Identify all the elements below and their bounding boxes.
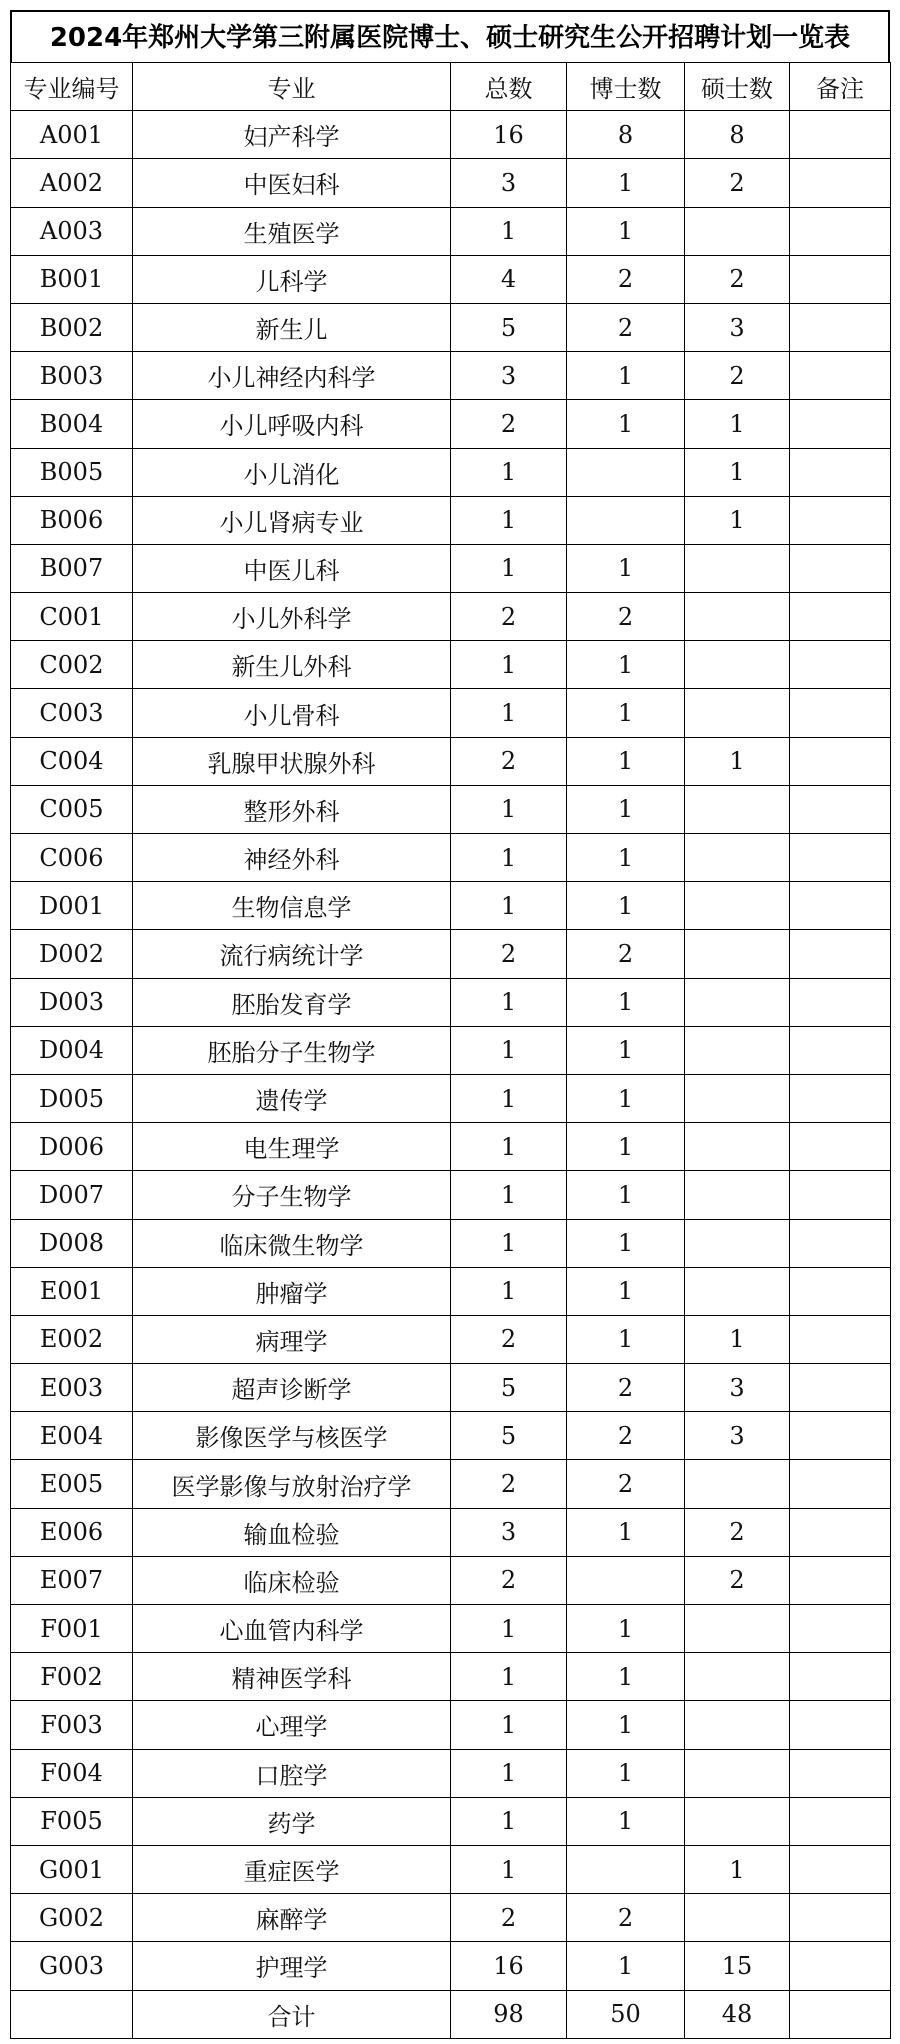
table-row	[11, 689, 891, 737]
table-row-note-cell	[790, 496, 891, 544]
table-row-note-cell	[790, 737, 891, 785]
table-row	[11, 1026, 891, 1074]
table-row-code-cell: F005	[11, 1797, 133, 1845]
total-row-specialty-cell: 合计	[133, 1990, 451, 2038]
table-row-note-cell	[790, 448, 891, 496]
table-row-note-cell	[790, 978, 891, 1026]
table-row-specialty-cell: 乳腺甲状腺外科	[133, 737, 451, 785]
table-row-total-cell: 2	[451, 737, 567, 785]
table-row-code-cell: B006	[11, 496, 133, 544]
table-row-master-cell	[685, 1894, 790, 1942]
table-row-specialty-cell: 护理学	[133, 1942, 451, 1990]
table-row	[11, 303, 891, 351]
table-row-note-cell	[790, 207, 891, 255]
table-row	[11, 1797, 891, 1845]
table-row-master-cell	[685, 785, 790, 833]
table-row-doctor-cell: 1	[567, 159, 685, 207]
table-row-specialty-cell: 麻醉学	[133, 1894, 451, 1942]
table-row-note-cell	[790, 1171, 891, 1219]
table-row-code-cell: G001	[11, 1845, 133, 1893]
table-row-master-cell	[685, 1653, 790, 1701]
table-row-code-cell: G002	[11, 1894, 133, 1942]
table-row-note-cell	[790, 834, 891, 882]
table-row	[11, 882, 891, 930]
table-row-master-cell: 1	[685, 448, 790, 496]
table-row-code-cell: C001	[11, 593, 133, 641]
table-row-doctor-cell: 2	[567, 1412, 685, 1460]
table-row-total-cell: 1	[451, 1267, 567, 1315]
table-row-doctor-cell: 2	[567, 1894, 685, 1942]
table-row-total-cell: 1	[451, 1123, 567, 1171]
table-row-total-cell: 1	[451, 834, 567, 882]
table-row-master-cell: 1	[685, 1845, 790, 1893]
table-row-note-cell	[790, 400, 891, 448]
table-row	[11, 352, 891, 400]
table-row-total-cell: 2	[451, 1556, 567, 1604]
table-row-code-cell: E006	[11, 1508, 133, 1556]
table-row-code-cell: B002	[11, 303, 133, 351]
table-row-total-cell: 1	[451, 1749, 567, 1797]
table-row-note-cell	[790, 544, 891, 592]
table-row-master-cell	[685, 1797, 790, 1845]
table-row-doctor-cell: 1	[567, 641, 685, 689]
table-row-total-cell: 4	[451, 255, 567, 303]
table-row-total-cell: 16	[451, 111, 567, 159]
table-row-specialty-cell: 小儿骨科	[133, 689, 451, 737]
recruitment-sheet	[10, 10, 890, 2035]
table-row-code-cell: C006	[11, 834, 133, 882]
table-row-doctor-cell: 2	[567, 1364, 685, 1412]
table-row-note-cell	[790, 1942, 891, 1990]
table-row-total-cell: 1	[451, 689, 567, 737]
table-row	[11, 930, 891, 978]
table-row-note-cell	[790, 1653, 891, 1701]
table-row-specialty-cell: 临床检验	[133, 1556, 451, 1604]
table-row-total-cell: 2	[451, 400, 567, 448]
table-row-note-cell	[790, 1364, 891, 1412]
table-row-note-cell	[790, 785, 891, 833]
table-row	[11, 1412, 891, 1460]
table-row	[11, 111, 891, 159]
table-row-specialty-cell: 临床微生物学	[133, 1219, 451, 1267]
table-row-specialty-cell: 药学	[133, 1797, 451, 1845]
table-row-code-cell: E003	[11, 1364, 133, 1412]
table-row-doctor-cell: 1	[567, 207, 685, 255]
table-row-code-cell: A001	[11, 111, 133, 159]
table-row-master-cell	[685, 1171, 790, 1219]
table-row-code-cell: G003	[11, 1942, 133, 1990]
header-row-total-cell: 总数	[451, 63, 567, 111]
table-row-code-cell: D003	[11, 978, 133, 1026]
table-row-master-cell	[685, 1026, 790, 1074]
table-row	[11, 1171, 891, 1219]
table-row	[11, 978, 891, 1026]
table-row-code-cell: D007	[11, 1171, 133, 1219]
table-row-doctor-cell: 1	[567, 352, 685, 400]
total-row-master-cell: 48	[685, 1990, 790, 2038]
table-row-master-cell: 2	[685, 1556, 790, 1604]
header-row-specialty-cell: 专业	[133, 63, 451, 111]
table-row	[11, 593, 891, 641]
total-row-total-cell: 98	[451, 1990, 567, 2038]
table-row-total-cell: 1	[451, 207, 567, 255]
table-row-doctor-cell: 1	[567, 1315, 685, 1363]
table-row-code-cell: A002	[11, 159, 133, 207]
table-row-code-cell: B003	[11, 352, 133, 400]
table-row-doctor-cell	[567, 496, 685, 544]
recruitment-table	[10, 62, 891, 2039]
table-row-master-cell: 8	[685, 111, 790, 159]
table-row-code-cell: F003	[11, 1701, 133, 1749]
table-row-note-cell	[790, 930, 891, 978]
table-row-master-cell	[685, 1701, 790, 1749]
table-row-doctor-cell: 1	[567, 1026, 685, 1074]
table-row-total-cell: 1	[451, 1026, 567, 1074]
table-row	[11, 737, 891, 785]
header-row-master-cell: 硕士数	[685, 63, 790, 111]
table-row	[11, 1845, 891, 1893]
table-row	[11, 1315, 891, 1363]
table-row-master-cell	[685, 1605, 790, 1653]
table-row-note-cell	[790, 1845, 891, 1893]
table-row-doctor-cell: 1	[567, 1605, 685, 1653]
table-row-master-cell	[685, 1460, 790, 1508]
table-row-master-cell: 2	[685, 159, 790, 207]
table-row-specialty-cell: 遗传学	[133, 1074, 451, 1122]
table-row-master-cell: 15	[685, 1942, 790, 1990]
table-row-total-cell: 1	[451, 641, 567, 689]
table-row-code-cell: E007	[11, 1556, 133, 1604]
table-row-master-cell: 2	[685, 352, 790, 400]
table-row-master-cell	[685, 978, 790, 1026]
table-row	[11, 1219, 891, 1267]
table-row-doctor-cell: 1	[567, 1942, 685, 1990]
table-row-master-cell	[685, 689, 790, 737]
table-row-code-cell: D002	[11, 930, 133, 978]
table-row-total-cell: 1	[451, 496, 567, 544]
table-row-doctor-cell: 2	[567, 593, 685, 641]
table-row-doctor-cell: 1	[567, 785, 685, 833]
table-row-note-cell	[790, 159, 891, 207]
table-row-master-cell: 2	[685, 1508, 790, 1556]
table-row-note-cell	[790, 1267, 891, 1315]
table-row-code-cell: B005	[11, 448, 133, 496]
table-row-note-cell	[790, 1508, 891, 1556]
table-row-specialty-cell: 中医妇科	[133, 159, 451, 207]
table-row-doctor-cell: 2	[567, 303, 685, 351]
table-row-specialty-cell: 超声诊断学	[133, 1364, 451, 1412]
table-row-note-cell	[790, 882, 891, 930]
table-row	[11, 1123, 891, 1171]
table-row-code-cell: B001	[11, 255, 133, 303]
table-row-doctor-cell: 2	[567, 1460, 685, 1508]
table-row-master-cell	[685, 1749, 790, 1797]
table-row-doctor-cell: 2	[567, 255, 685, 303]
table-row-specialty-cell: 小儿消化	[133, 448, 451, 496]
table-row-total-cell: 1	[451, 978, 567, 1026]
table-row-total-cell: 2	[451, 1315, 567, 1363]
header-row-note-cell: 备注	[790, 63, 891, 111]
table-row	[11, 1460, 891, 1508]
table-row	[11, 1942, 891, 1990]
table-row-master-cell: 1	[685, 1315, 790, 1363]
table-row-specialty-cell: 分子生物学	[133, 1171, 451, 1219]
table-row-doctor-cell: 1	[567, 689, 685, 737]
table-row-specialty-cell: 病理学	[133, 1315, 451, 1363]
table-row-doctor-cell: 1	[567, 737, 685, 785]
table-row-total-cell: 5	[451, 1412, 567, 1460]
table-row-total-cell: 1	[451, 544, 567, 592]
table-row-note-cell	[790, 689, 891, 737]
table-row	[11, 834, 891, 882]
table-row	[11, 544, 891, 592]
table-row-total-cell: 2	[451, 930, 567, 978]
total-row-code-cell	[11, 1990, 133, 2038]
table-row-master-cell: 3	[685, 1412, 790, 1460]
table-row-doctor-cell: 1	[567, 1123, 685, 1171]
table-row-code-cell: D008	[11, 1219, 133, 1267]
table-row-master-cell	[685, 641, 790, 689]
table-row-specialty-cell: 心理学	[133, 1701, 451, 1749]
table-row-total-cell: 1	[451, 1074, 567, 1122]
table-row	[11, 448, 891, 496]
table-row-total-cell: 2	[451, 593, 567, 641]
table-row-note-cell	[790, 1026, 891, 1074]
table-row-specialty-cell: 小儿呼吸内科	[133, 400, 451, 448]
table-row-master-cell	[685, 544, 790, 592]
table-row-doctor-cell	[567, 1556, 685, 1604]
table-row	[11, 1894, 891, 1942]
table-row-code-cell: B007	[11, 544, 133, 592]
table-row-total-cell: 2	[451, 1460, 567, 1508]
table-row-code-cell: C005	[11, 785, 133, 833]
table-row-note-cell	[790, 1605, 891, 1653]
table-row-note-cell	[790, 1894, 891, 1942]
table-row-specialty-cell: 新生儿外科	[133, 641, 451, 689]
table-row-total-cell: 1	[451, 1845, 567, 1893]
table-row-note-cell	[790, 1074, 891, 1122]
table-row	[11, 1556, 891, 1604]
table-row-note-cell	[790, 1412, 891, 1460]
table-row-total-cell: 5	[451, 1364, 567, 1412]
table-row	[11, 1364, 891, 1412]
table-row-note-cell	[790, 111, 891, 159]
table-row-master-cell	[685, 882, 790, 930]
table-row-specialty-cell: 重症医学	[133, 1845, 451, 1893]
table-row	[11, 1267, 891, 1315]
table-row-total-cell: 16	[451, 1942, 567, 1990]
table-row-master-cell	[685, 834, 790, 882]
table-row-note-cell	[790, 1797, 891, 1845]
table-row-note-cell	[790, 255, 891, 303]
table-row-doctor-cell: 1	[567, 882, 685, 930]
table-row-doctor-cell: 8	[567, 111, 685, 159]
table-row-total-cell: 5	[451, 303, 567, 351]
table-row-code-cell: F002	[11, 1653, 133, 1701]
table-row	[11, 785, 891, 833]
table-body	[11, 63, 891, 2039]
table-row-code-cell: C002	[11, 641, 133, 689]
table-row-doctor-cell: 1	[567, 1797, 685, 1845]
table-row-total-cell: 1	[451, 1605, 567, 1653]
table-row-master-cell: 1	[685, 496, 790, 544]
table-row	[11, 1074, 891, 1122]
table-row-code-cell: D004	[11, 1026, 133, 1074]
table-row-specialty-cell: 流行病统计学	[133, 930, 451, 978]
table-row-code-cell: E004	[11, 1412, 133, 1460]
table-row-doctor-cell: 1	[567, 1171, 685, 1219]
table-row-specialty-cell: 影像医学与核医学	[133, 1412, 451, 1460]
table-row-code-cell: F001	[11, 1605, 133, 1653]
table-row-specialty-cell: 整形外科	[133, 785, 451, 833]
table-row-specialty-cell: 电生理学	[133, 1123, 451, 1171]
table-row-specialty-cell: 输血检验	[133, 1508, 451, 1556]
table-row-note-cell	[790, 1123, 891, 1171]
total-row-doctor-cell: 50	[567, 1990, 685, 2038]
table-row	[11, 1749, 891, 1797]
table-row-master-cell	[685, 1267, 790, 1315]
table-row-master-cell: 1	[685, 737, 790, 785]
table-row-total-cell: 1	[451, 1797, 567, 1845]
table-row-doctor-cell: 1	[567, 834, 685, 882]
table-row-master-cell: 3	[685, 303, 790, 351]
table-row-doctor-cell: 1	[567, 1267, 685, 1315]
table-row-specialty-cell: 精神医学科	[133, 1653, 451, 1701]
table-row-master-cell	[685, 593, 790, 641]
table-row-code-cell: D006	[11, 1123, 133, 1171]
table-row-note-cell	[790, 1460, 891, 1508]
table-row-total-cell: 1	[451, 1653, 567, 1701]
table-row-specialty-cell: 胚胎分子生物学	[133, 1026, 451, 1074]
table-row-code-cell: F004	[11, 1749, 133, 1797]
table-row-master-cell: 2	[685, 255, 790, 303]
table-row-specialty-cell: 口腔学	[133, 1749, 451, 1797]
table-row-specialty-cell: 神经外科	[133, 834, 451, 882]
header-row-doctor-cell: 博士数	[567, 63, 685, 111]
table-row-total-cell: 3	[451, 1508, 567, 1556]
table-row-note-cell	[790, 1701, 891, 1749]
table-row-code-cell: A003	[11, 207, 133, 255]
table-row-specialty-cell: 妇产科学	[133, 111, 451, 159]
table-row-total-cell: 1	[451, 785, 567, 833]
page-title: 2024年郑州大学第三附属医院博士、硕士研究生公开招聘计划一览表	[10, 10, 890, 62]
table-row-note-cell	[790, 1749, 891, 1797]
table-row	[11, 1653, 891, 1701]
table-row-code-cell: D005	[11, 1074, 133, 1122]
table-row-note-cell	[790, 641, 891, 689]
table-row-total-cell: 1	[451, 448, 567, 496]
table-row-master-cell	[685, 930, 790, 978]
table-row-code-cell: C003	[11, 689, 133, 737]
total-row-note-cell	[790, 1990, 891, 2038]
table-row	[11, 641, 891, 689]
table-row-doctor-cell: 1	[567, 1701, 685, 1749]
table-row-total-cell: 1	[451, 1219, 567, 1267]
table-row-specialty-cell: 儿科学	[133, 255, 451, 303]
table-row-specialty-cell: 生殖医学	[133, 207, 451, 255]
table-row-specialty-cell: 中医儿科	[133, 544, 451, 592]
table-row-doctor-cell	[567, 448, 685, 496]
table-row-doctor-cell	[567, 1845, 685, 1893]
table-row-doctor-cell: 1	[567, 1653, 685, 1701]
table-row-doctor-cell: 1	[567, 1219, 685, 1267]
table-row-master-cell: 3	[685, 1364, 790, 1412]
table-row-total-cell: 1	[451, 882, 567, 930]
table-row	[11, 255, 891, 303]
table-row-doctor-cell: 1	[567, 1749, 685, 1797]
table-row-specialty-cell: 新生儿	[133, 303, 451, 351]
table-row-specialty-cell: 肿瘤学	[133, 1267, 451, 1315]
table-row-note-cell	[790, 352, 891, 400]
header-row-code-cell: 专业编号	[11, 63, 133, 111]
table-row-note-cell	[790, 303, 891, 351]
table-row-code-cell: E005	[11, 1460, 133, 1508]
table-row-specialty-cell: 心血管内科学	[133, 1605, 451, 1653]
table-row	[11, 159, 891, 207]
table-row-specialty-cell: 小儿外科学	[133, 593, 451, 641]
table-row-total-cell: 2	[451, 1894, 567, 1942]
table-row-total-cell: 1	[451, 1701, 567, 1749]
table-row-doctor-cell: 1	[567, 978, 685, 1026]
table-row	[11, 207, 891, 255]
table-row-code-cell: E002	[11, 1315, 133, 1363]
table-row-code-cell: C004	[11, 737, 133, 785]
table-row-specialty-cell: 生物信息学	[133, 882, 451, 930]
table-row-master-cell: 1	[685, 400, 790, 448]
table-row	[11, 496, 891, 544]
table-row	[11, 400, 891, 448]
total-row	[11, 1990, 891, 2038]
table-row-specialty-cell: 医学影像与放射治疗学	[133, 1460, 451, 1508]
table-row-total-cell: 3	[451, 159, 567, 207]
table-row-master-cell	[685, 1123, 790, 1171]
table-row-doctor-cell: 1	[567, 1074, 685, 1122]
table-row-doctor-cell: 1	[567, 1508, 685, 1556]
table-row-specialty-cell: 小儿肾病专业	[133, 496, 451, 544]
table-row-code-cell: B004	[11, 400, 133, 448]
table-row-doctor-cell: 1	[567, 544, 685, 592]
table-row-specialty-cell: 胚胎发育学	[133, 978, 451, 1026]
table-row-specialty-cell: 小儿神经内科学	[133, 352, 451, 400]
table-row-note-cell	[790, 1315, 891, 1363]
table-row-master-cell	[685, 207, 790, 255]
table-row-total-cell: 1	[451, 1171, 567, 1219]
table-row-master-cell	[685, 1074, 790, 1122]
table-row-note-cell	[790, 1556, 891, 1604]
table-row	[11, 1701, 891, 1749]
table-row	[11, 1605, 891, 1653]
table-row-note-cell	[790, 593, 891, 641]
table-row-total-cell: 3	[451, 352, 567, 400]
table-row-note-cell	[790, 1219, 891, 1267]
table-row	[11, 1508, 891, 1556]
table-row-doctor-cell: 1	[567, 400, 685, 448]
table-row-code-cell: D001	[11, 882, 133, 930]
header-row	[11, 63, 891, 111]
table-row-doctor-cell: 2	[567, 930, 685, 978]
table-row-master-cell	[685, 1219, 790, 1267]
table-row-code-cell: E001	[11, 1267, 133, 1315]
